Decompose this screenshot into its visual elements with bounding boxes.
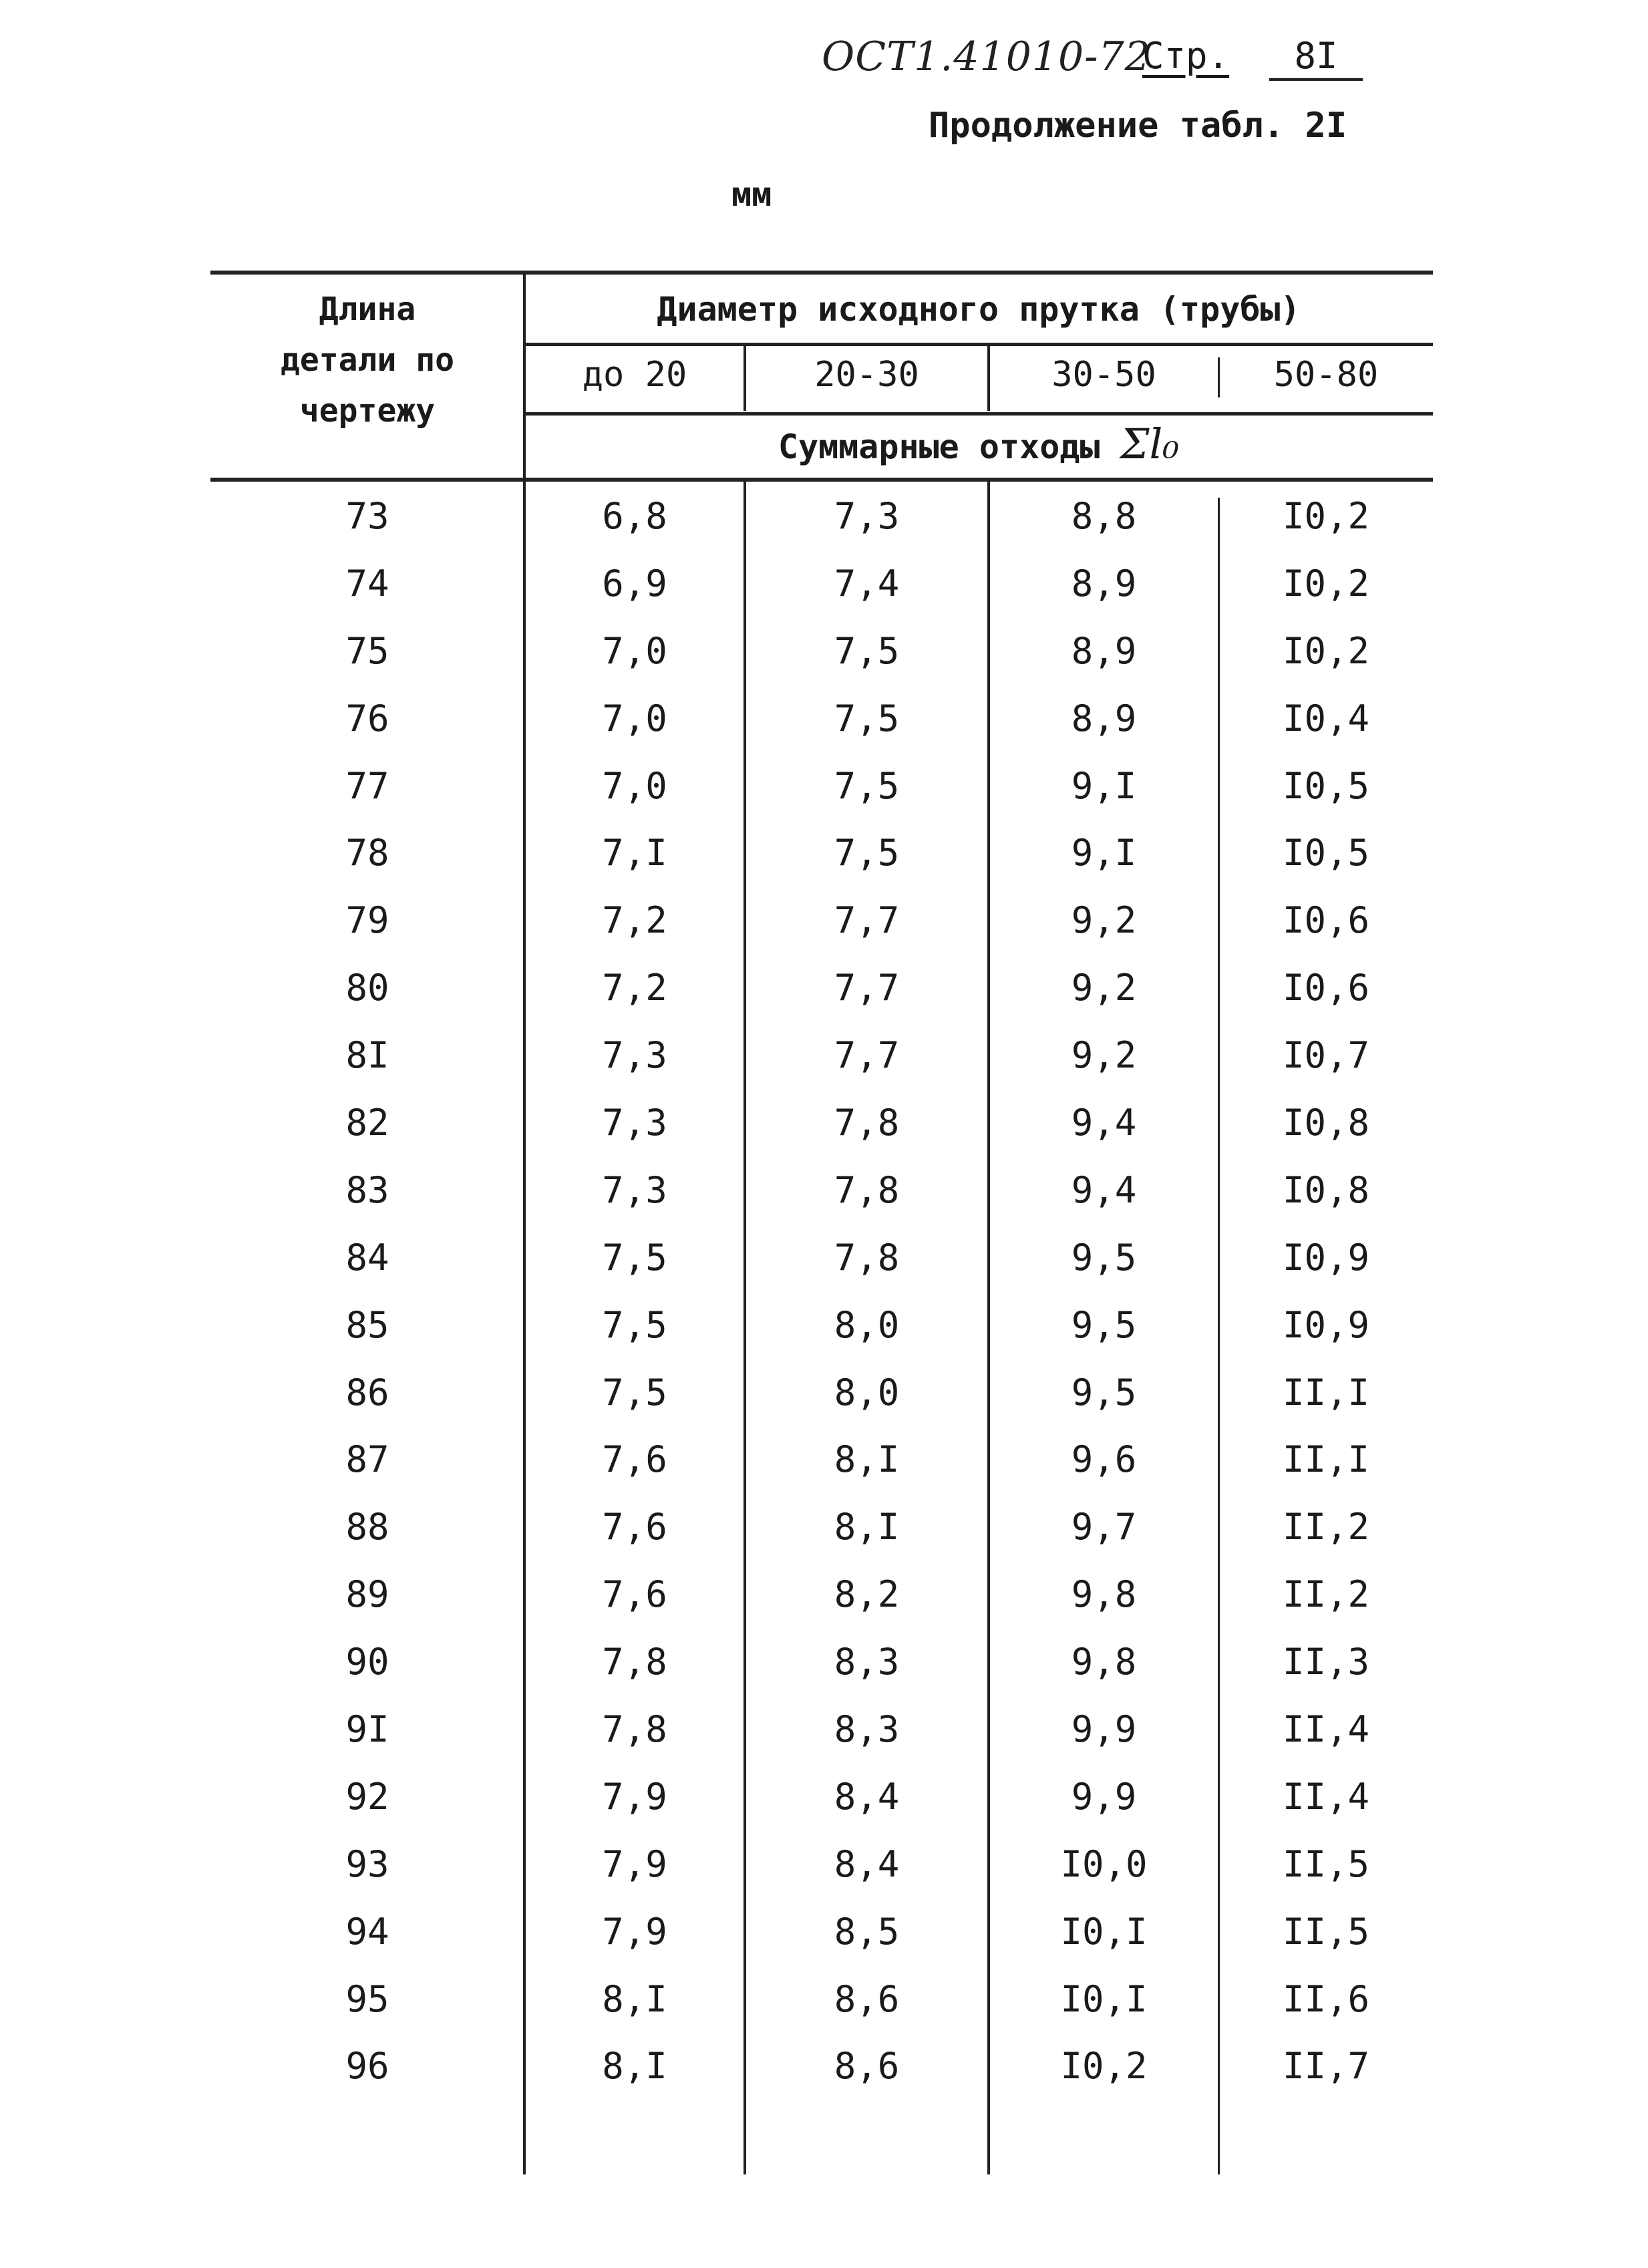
part-length-cell: 93 [345, 1842, 389, 1885]
waste-20-30-cell: 8,0 [834, 1303, 900, 1346]
table-row [210, 1561, 1433, 1629]
length-header-line-3: чертежу [299, 392, 436, 430]
length-header-line-2: детали по [280, 341, 455, 379]
table-row [210, 887, 1433, 955]
waste-up-to-20-cell: 7,6 [602, 1573, 667, 1616]
waste-30-50-cell: 9,I [1071, 764, 1137, 807]
waste-20-30-cell: 8,3 [834, 1641, 900, 1683]
waste-30-50-cell: 8,9 [1071, 629, 1137, 672]
waste-50-80-cell: I0,5 [1282, 832, 1370, 874]
part-length-cell: 79 [345, 899, 389, 942]
part-length-cell: 90 [345, 1641, 389, 1683]
waste-50-80-cell: I0,2 [1282, 629, 1370, 672]
part-length-cell: 87 [345, 1438, 389, 1481]
waste-20-30-cell: 7,8 [834, 1168, 900, 1211]
waste-50-80-cell: II,4 [1282, 1775, 1370, 1818]
waste-50-80-cell: II,5 [1282, 1842, 1370, 1885]
part-length-cell: 74 [345, 562, 389, 605]
part-length-cell: 73 [345, 495, 389, 537]
waste-up-to-20-cell: 7,5 [602, 1371, 667, 1414]
waste-up-to-20-cell: 7,0 [602, 697, 667, 740]
waste-30-50-cell: 9,I [1071, 832, 1137, 874]
waste-up-to-20-cell: 7,3 [602, 1168, 667, 1211]
page-label: Стр. [1142, 35, 1230, 77]
table-row [210, 1359, 1433, 1427]
header-bottom-rule [210, 478, 1433, 482]
waste-20-30-cell: 7,5 [834, 832, 900, 874]
table-row [210, 753, 1433, 820]
waste-up-to-20-cell: 7,3 [602, 1102, 667, 1144]
part-length-cell: 92 [345, 1775, 389, 1818]
waste-30-50-cell: I0,I [1060, 1977, 1148, 2020]
waste-30-50-cell: 9,5 [1071, 1303, 1137, 1346]
waste-30-50-cell: 9,2 [1071, 899, 1137, 942]
table-row [210, 1629, 1433, 1696]
table-row [210, 1022, 1433, 1090]
waste-50-80-cell: II,2 [1282, 1506, 1370, 1549]
part-length-cell: 82 [345, 1102, 389, 1144]
waste-20-30-cell: 8,0 [834, 1371, 900, 1414]
range-top-rule [524, 343, 1433, 346]
waste-30-50-cell: 9,2 [1071, 967, 1137, 1009]
waste-up-to-20-cell: 7,0 [602, 629, 667, 672]
range-bottom-rule [524, 412, 1433, 416]
table-row [210, 685, 1433, 753]
waste-30-50-cell: 9,2 [1071, 1034, 1137, 1077]
waste-up-to-20-cell: 8,I [602, 1977, 667, 2020]
waste-30-50-cell: 9,9 [1071, 1775, 1137, 1818]
range-header-50-80: 50-80 [1273, 355, 1379, 395]
table-row [210, 1292, 1433, 1359]
table-row [210, 1426, 1433, 1494]
waste-20-30-cell: 7,8 [834, 1236, 900, 1279]
waste-up-to-20-cell: 7,5 [602, 1236, 667, 1279]
part-length-cell: 75 [345, 629, 389, 672]
waste-30-50-cell: 8,9 [1071, 697, 1137, 740]
waste-20-30-cell: 7,4 [834, 562, 900, 605]
waste-20-30-cell: 8,6 [834, 1977, 900, 2020]
waste-up-to-20-cell: 7,3 [602, 1034, 667, 1077]
waste-50-80-cell: II,4 [1282, 1708, 1370, 1751]
waste-50-80-cell: I0,4 [1282, 697, 1370, 740]
waste-30-50-cell: I0,2 [1060, 2045, 1148, 2088]
waste-up-to-20-cell: 7,2 [602, 967, 667, 1009]
waste-30-50-cell: 9,5 [1071, 1371, 1137, 1414]
table-row [210, 1831, 1433, 1899]
waste-20-30-cell: 8,5 [834, 1910, 900, 1953]
waste-up-to-20-cell: 6,8 [602, 495, 667, 537]
table-row [210, 483, 1433, 550]
waste-30-50-cell: 8,8 [1071, 495, 1137, 537]
part-length-cell: 94 [345, 1910, 389, 1953]
table-row [210, 1899, 1433, 1966]
waste-up-to-20-cell: 7,I [602, 832, 667, 874]
waste-50-80-cell: I0,6 [1282, 899, 1370, 942]
waste-50-80-cell: I0,2 [1282, 495, 1370, 537]
waste-50-80-cell: I0,8 [1282, 1168, 1370, 1211]
table-top-rule [210, 271, 1433, 275]
waste-up-to-20-cell: 7,8 [602, 1708, 667, 1751]
part-length-cell: 80 [345, 967, 389, 1009]
unit-label: мм [731, 175, 772, 214]
part-length-cell: 85 [345, 1303, 389, 1346]
part-length-cell: 96 [345, 2045, 389, 2088]
waste-up-to-20-cell: 7,8 [602, 1641, 667, 1683]
waste-20-30-cell: 7,5 [834, 697, 900, 740]
table-body [210, 483, 1433, 2100]
table-row [210, 1966, 1433, 2034]
part-length-cell: 78 [345, 832, 389, 874]
waste-30-50-cell: 9,4 [1071, 1102, 1137, 1144]
waste-up-to-20-cell: 7,9 [602, 1842, 667, 1885]
waste-up-to-20-cell: 7,0 [602, 764, 667, 807]
waste-20-30-cell: 7,7 [834, 899, 900, 942]
waste-50-80-cell: I0,6 [1282, 967, 1370, 1009]
waste-30-50-cell: 9,8 [1071, 1641, 1137, 1683]
table-row [210, 1225, 1433, 1292]
waste-50-80-cell: I0,8 [1282, 1102, 1370, 1144]
waste-20-30-cell: 8,I [834, 1506, 900, 1549]
waste-20-30-cell: 7,8 [834, 1102, 900, 1144]
total-waste-symbol: Σl₀ [1120, 420, 1180, 468]
table-row [210, 550, 1433, 618]
waste-up-to-20-cell: 7,5 [602, 1303, 667, 1346]
total-waste-label: Суммарные отходы [778, 428, 1100, 466]
table-row [210, 1696, 1433, 1764]
table-row [210, 955, 1433, 1022]
waste-20-30-cell: 8,6 [834, 2045, 900, 2088]
table-continuation-caption: Продолжение табл. 2I [929, 106, 1347, 146]
waste-50-80-cell: II,I [1282, 1438, 1370, 1481]
waste-30-50-cell: 9,5 [1071, 1236, 1137, 1279]
waste-table [210, 271, 1433, 2174]
table-row [210, 1494, 1433, 1561]
waste-30-50-cell: 9,6 [1071, 1438, 1137, 1481]
waste-50-80-cell: II,2 [1282, 1573, 1370, 1616]
waste-50-80-cell: II,7 [1282, 2045, 1370, 2088]
waste-30-50-cell: I0,0 [1060, 1842, 1148, 1885]
waste-20-30-cell: 7,7 [834, 967, 900, 1009]
table-row [210, 1157, 1433, 1225]
waste-50-80-cell: II,6 [1282, 1977, 1370, 2020]
waste-50-80-cell: I0,5 [1282, 764, 1370, 807]
waste-30-50-cell: 9,9 [1071, 1708, 1137, 1751]
part-length-cell: 76 [345, 697, 389, 740]
part-length-cell: 77 [345, 764, 389, 807]
table-row [210, 1090, 1433, 1157]
range-header-30-50: 30-50 [1051, 355, 1156, 395]
range-header-up-to-20: до 20 [582, 355, 687, 395]
part-length-cell: 8I [345, 1034, 389, 1077]
waste-20-30-cell: 8,4 [834, 1775, 900, 1818]
part-length-cell: 83 [345, 1168, 389, 1211]
waste-20-30-cell: 7,3 [834, 495, 900, 537]
waste-20-30-cell: 7,5 [834, 764, 900, 807]
waste-up-to-20-cell: 7,2 [602, 899, 667, 942]
length-column-header [210, 284, 524, 436]
waste-50-80-cell: II,3 [1282, 1641, 1370, 1683]
document-code: ОСТ1.41010-72 [822, 33, 1151, 80]
part-length-cell: 95 [345, 1977, 389, 2020]
part-length-cell: 9I [345, 1708, 389, 1751]
waste-50-80-cell: II,5 [1282, 1910, 1370, 1953]
part-length-cell: 88 [345, 1506, 389, 1549]
waste-30-50-cell: I0,I [1060, 1910, 1148, 1953]
waste-up-to-20-cell: 8,I [602, 2045, 667, 2088]
table-row [210, 2033, 1433, 2100]
diameter-group-header: Диаметр исходного прутка (трубы) [657, 290, 1301, 329]
range-header-20-30: 20-30 [814, 355, 919, 395]
length-header-line-1: Длина [319, 291, 416, 328]
table-row [210, 1764, 1433, 1831]
waste-50-80-cell: II,I [1282, 1371, 1370, 1414]
waste-30-50-cell: 8,9 [1071, 562, 1137, 605]
waste-20-30-cell: 8,4 [834, 1842, 900, 1885]
waste-up-to-20-cell: 7,6 [602, 1438, 667, 1481]
table-row [210, 618, 1433, 685]
waste-20-30-cell: 8,3 [834, 1708, 900, 1751]
waste-30-50-cell: 9,8 [1071, 1573, 1137, 1616]
part-length-cell: 89 [345, 1573, 389, 1616]
page-header [822, 27, 1389, 187]
waste-50-80-cell: I0,2 [1282, 562, 1370, 605]
part-length-cell: 86 [345, 1371, 389, 1414]
table-row [210, 820, 1433, 887]
waste-20-30-cell: 7,7 [834, 1034, 900, 1077]
waste-20-30-cell: 8,2 [834, 1573, 900, 1616]
waste-50-80-cell: I0,7 [1282, 1034, 1370, 1077]
total-waste-header [524, 419, 1433, 472]
waste-20-30-cell: 8,I [834, 1438, 900, 1481]
waste-20-30-cell: 7,5 [834, 629, 900, 672]
waste-up-to-20-cell: 7,9 [602, 1910, 667, 1953]
waste-up-to-20-cell: 7,9 [602, 1775, 667, 1818]
waste-30-50-cell: 9,4 [1071, 1168, 1137, 1211]
waste-50-80-cell: I0,9 [1282, 1236, 1370, 1279]
waste-up-to-20-cell: 7,6 [602, 1506, 667, 1549]
waste-50-80-cell: I0,9 [1282, 1303, 1370, 1346]
waste-up-to-20-cell: 6,9 [602, 562, 667, 605]
waste-30-50-cell: 9,7 [1071, 1506, 1137, 1549]
part-length-cell: 84 [345, 1236, 389, 1279]
page-number: 8I [1269, 35, 1363, 81]
